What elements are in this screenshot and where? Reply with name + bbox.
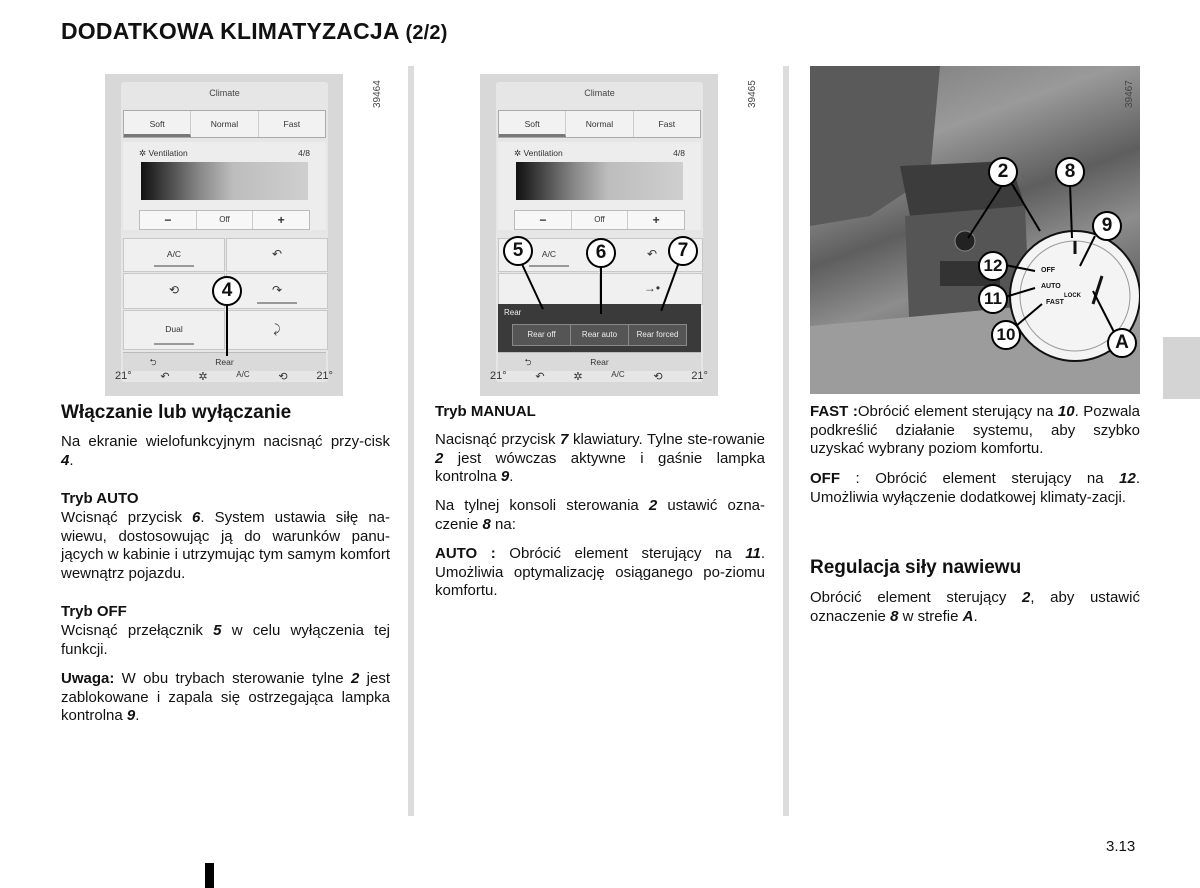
text-run: .	[509, 468, 514, 485]
callout-7: 7	[668, 236, 698, 266]
ref-number: 2	[350, 670, 360, 687]
col1-off-paragraph	[61, 622, 390, 659]
callout-line	[600, 264, 602, 314]
text-run: Wcisnąć przełącznik	[61, 622, 214, 639]
ref-number: A	[962, 607, 974, 625]
callout-line	[1093, 291, 1114, 332]
col1-note	[61, 670, 390, 726]
rear-auto-button[interactable]: Rear auto	[571, 325, 629, 345]
col2-manual-paragraph	[435, 431, 765, 487]
airflow-face-icon: ↶	[271, 247, 283, 261]
callout-line	[1005, 288, 1035, 297]
ventilation-level-bar[interactable]	[141, 162, 308, 200]
recirculation-button[interactable]	[123, 273, 225, 309]
ventilation-stepper	[514, 210, 685, 230]
off-button[interactable]: Off	[196, 211, 254, 229]
callout-line	[1016, 304, 1042, 326]
off-button[interactable]: Off	[571, 211, 629, 229]
figure-id-1: 39464	[372, 80, 383, 108]
section-heading-switch: Włączanie lub wyłączanie	[61, 402, 292, 423]
text-run: . System ustawia siłę na-wiewu, dostosowując ją do warunków panu-jących w kabinie i utrzymując tym samym komfort wewnątrz pojazdu.	[61, 509, 390, 582]
text-run: . Umożliwia optymalizację osiąganego po-ziomu komfortu.	[435, 545, 765, 599]
indicator	[257, 302, 297, 304]
ventilation-panel	[123, 142, 326, 230]
indicator	[154, 265, 194, 267]
screen-panel	[496, 82, 703, 382]
photo-callout-lines	[810, 66, 1140, 394]
text-run: Obrócić element sterujący na	[857, 403, 1058, 420]
text-run: Obrócić element sterujący na	[495, 545, 746, 562]
callout-9: 9	[1092, 211, 1122, 241]
text-run: . Pozwala podkreślić działanie systemu, aby szybko uzyskać wybrany poziom komfortu.	[810, 403, 1140, 457]
ref-number: 11	[745, 545, 761, 562]
climate-screen-1	[105, 74, 343, 396]
callout-line	[226, 301, 228, 356]
text-run: na:	[490, 515, 516, 533]
note-label: Uwaga:	[61, 670, 115, 687]
ref-number: 5	[213, 622, 222, 639]
temp-right: 21°	[316, 370, 333, 382]
ref-number: 7	[560, 431, 569, 448]
bottom-bar	[123, 352, 326, 371]
ventilation-level-bar[interactable]	[516, 162, 683, 200]
back-button[interactable]: ⮌	[524, 357, 532, 367]
dial-lock-label: LOCK	[1064, 293, 1081, 299]
ventilation-value: 4/8	[298, 148, 310, 158]
indicator	[154, 343, 194, 345]
ventilation-value: 4/8	[673, 148, 685, 158]
rear-off-button[interactable]: Rear off	[513, 325, 571, 345]
ref-number: 10	[1057, 403, 1075, 420]
rear-mode-buttons	[512, 324, 687, 346]
dual-button-label: Dual	[165, 324, 183, 334]
ref-number: 12	[1119, 470, 1136, 487]
airflow-feet-icon: →•	[643, 281, 661, 295]
auto-mode-title: Tryb AUTO	[61, 490, 139, 507]
status-ac: A/C	[236, 370, 250, 379]
fan-icon: ✲	[198, 371, 208, 383]
dial-auto-label: AUTO	[1041, 283, 1061, 290]
text-run: .	[69, 451, 74, 469]
text-run: Na tylnej konsoli sterowania	[435, 497, 649, 514]
airflow-feet-icon: ↷	[271, 283, 283, 297]
col2-console-paragraph	[435, 497, 765, 534]
plus-button[interactable]: +	[652, 213, 660, 227]
fan-icon: ✲	[573, 371, 583, 383]
climate-screen-2	[480, 74, 718, 396]
page-title-suffix: (2/2)	[405, 22, 448, 44]
dual-button[interactable]	[123, 310, 225, 350]
chapter-tab	[1163, 337, 1200, 399]
airflow-status-icon: ↶	[535, 371, 545, 383]
ventilation-label-text: Ventilation	[523, 148, 563, 158]
text-run: W obu trybach sterowanie tylne	[114, 670, 351, 687]
ref-number: 2	[648, 497, 658, 514]
status-ac: A/C	[611, 370, 625, 379]
callout-line	[1070, 184, 1072, 238]
mode-selector	[498, 110, 701, 138]
airflow-defrost-button[interactable]	[226, 310, 328, 350]
screen-title: Climate	[209, 88, 240, 98]
ref-number: 6	[192, 509, 201, 526]
ref-number: 4	[61, 451, 70, 469]
rear-button[interactable]: Rear	[590, 357, 609, 367]
text-run: Obrócić element sterujący	[810, 589, 1022, 606]
page-title	[61, 18, 448, 45]
mode-normal-button[interactable]: Normal	[566, 111, 633, 137]
page-title-text: DODATKOWA KLIMATYZACJA	[61, 18, 399, 44]
callout-11: 11	[978, 284, 1008, 314]
text-run: . Umożliwia wyłączenie dodatkowej klimaty-zacji.	[810, 470, 1140, 506]
callout-6: 6	[586, 238, 616, 268]
indicator	[529, 265, 569, 267]
airflow-defrost-icon: ⤸	[273, 322, 281, 336]
col3-fast-paragraph	[810, 403, 1140, 459]
ref-number: 9	[500, 468, 510, 485]
callout-a: A	[1107, 328, 1137, 358]
ref-number: 2	[1021, 589, 1031, 606]
rear-button[interactable]: Rear	[215, 357, 234, 367]
recirculation-status-icon: ⟲	[653, 371, 663, 383]
status-bar	[105, 370, 343, 383]
minus-button[interactable]: −	[164, 213, 172, 227]
ventilation-label-text: Ventilation	[148, 148, 188, 158]
bar-slot	[266, 353, 326, 371]
col1-paragraph-1	[61, 433, 390, 470]
ventilation-stepper	[139, 210, 310, 230]
rear-forced-button[interactable]: Rear forced	[636, 330, 679, 339]
text-run: : Obrócić element sterujący na	[840, 470, 1120, 487]
mode-normal-button[interactable]: Normal	[191, 111, 258, 137]
callout-10: 10	[991, 320, 1021, 350]
ref-number: 9	[126, 707, 136, 724]
callout-12: 12	[978, 251, 1008, 281]
col1-auto-paragraph	[61, 509, 390, 583]
callout-4: 4	[212, 276, 242, 306]
screen-title: Climate	[584, 88, 615, 98]
mode-fast-button[interactable]: Fast	[658, 119, 676, 129]
text-run: klawiatury. Tylne ste-rowanie	[568, 431, 766, 448]
column-separator	[408, 66, 414, 816]
auto-label: AUTO :	[435, 545, 496, 562]
ac-button-label: A/C	[541, 249, 557, 259]
col3-airflow-paragraph	[810, 589, 1140, 626]
mode-soft-button[interactable]: Soft	[499, 111, 566, 137]
col2-auto-paragraph	[435, 545, 765, 601]
airflow-face-button[interactable]	[226, 238, 328, 272]
fast-label: FAST :	[810, 403, 858, 420]
text-run: Wcisnąć przycisk	[61, 509, 193, 526]
page-number: 3.13	[1106, 838, 1136, 855]
text-run: .	[135, 707, 140, 724]
minus-button[interactable]: −	[539, 213, 547, 227]
airflow-status-icon: ↶	[160, 371, 170, 383]
dial-fast-label: FAST	[1046, 299, 1064, 306]
mode-soft-button[interactable]: Soft	[124, 111, 191, 137]
text-run: Na ekranie wielofunkcyjnym nacisnąć przy-cisk	[61, 433, 390, 450]
col3-off-paragraph	[810, 470, 1140, 507]
mode-fast-button[interactable]: Fast	[283, 119, 301, 129]
manual-mode-title: Tryb MANUAL	[435, 403, 536, 420]
callout-line	[1012, 184, 1040, 231]
text-run: .	[973, 607, 978, 625]
recirculation-button[interactable]	[498, 273, 600, 305]
off-label: OFF	[810, 470, 840, 487]
text-run: jest zablokowane i zapala się ostrzegająca lampka kontrolna	[61, 670, 390, 724]
section-heading-airflow: Regulacja siły nawiewu	[810, 557, 1022, 578]
rear-popup-title: Rear	[504, 308, 522, 317]
airflow-face-icon: ↶	[646, 247, 658, 261]
text-run: Nacisnąć przycisk	[435, 431, 561, 448]
callout-2: 2	[988, 157, 1018, 187]
back-button[interactable]: ⮌	[149, 357, 157, 367]
text-run: w strefie	[898, 607, 963, 625]
ac-button-label: A/C	[166, 249, 182, 259]
callout-line	[968, 184, 1003, 238]
screen-panel	[121, 82, 328, 382]
ventilation-label: ✲ Ventilation	[514, 148, 563, 158]
callout-5: 5	[503, 236, 533, 266]
callout-line	[1080, 236, 1095, 266]
column-separator	[783, 66, 789, 816]
ref-number: 8	[482, 515, 491, 533]
dial-off-label: OFF	[1041, 267, 1055, 274]
ref-number: 8	[890, 607, 899, 625]
temp-left: 21°	[490, 370, 507, 382]
recirculation-icon: ⟲	[168, 283, 180, 297]
callout-8: 8	[1055, 157, 1085, 187]
temp-left: 21°	[115, 370, 132, 382]
figure-id-2: 39465	[747, 80, 758, 108]
text-run: w celu wyłączenia tej funkcji.	[61, 622, 390, 658]
ac-button[interactable]	[123, 238, 225, 272]
temp-right: 21°	[691, 370, 708, 382]
bottom-bar	[498, 352, 701, 371]
off-mode-title: Tryb OFF	[61, 603, 127, 620]
plus-button[interactable]: +	[277, 213, 285, 227]
text-run: jest wówczas aktywne i gaśnie lampka kontrolna	[435, 449, 765, 485]
bar-slot	[641, 353, 701, 371]
text-run: , aby ustawić oznaczenie	[810, 589, 1140, 625]
recirculation-status-icon: ⟲	[278, 371, 288, 383]
text-run: ustawić ozna-czenie	[435, 497, 766, 533]
status-bar	[480, 370, 718, 383]
callout-line	[1005, 265, 1035, 271]
ref-number: 2	[435, 449, 444, 467]
ventilation-label: ✲ Ventilation	[139, 148, 188, 158]
mode-selector	[123, 110, 326, 138]
print-mark	[205, 863, 214, 888]
ventilation-panel	[498, 142, 701, 230]
figure-id-3: 39467	[1124, 80, 1135, 108]
airflow-feet-button[interactable]	[601, 273, 703, 305]
